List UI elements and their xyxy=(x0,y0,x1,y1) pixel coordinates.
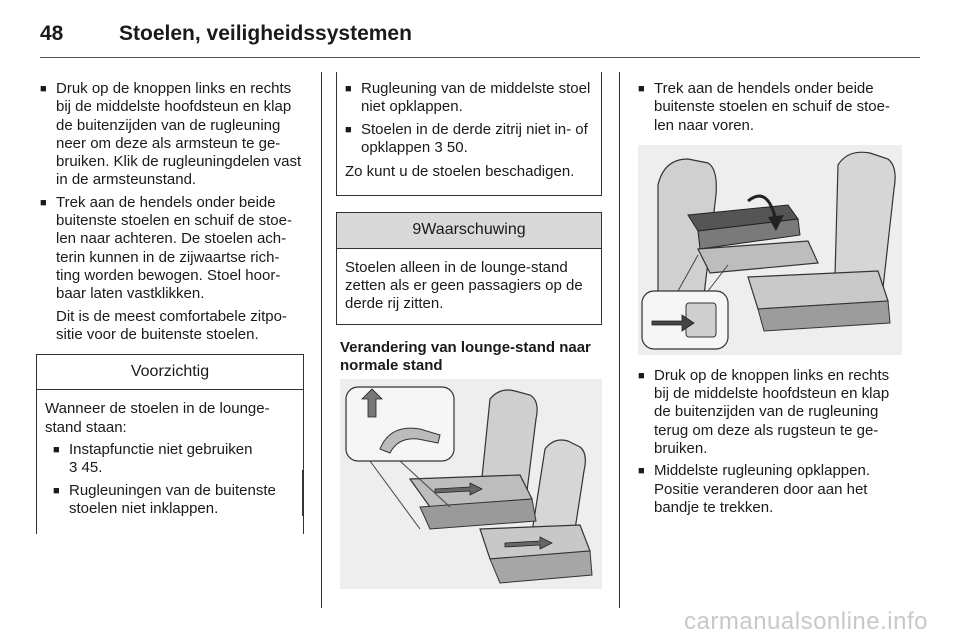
paragraph: Dit is de meest comfortabele zitpo- sitie voor de buitenste stoelen. xyxy=(56,307,287,343)
bullet-icon: ■ xyxy=(345,123,352,136)
column-2 xyxy=(340,80,602,589)
list-item-text: Druk op de knoppen links en rechts bij de middelste hoofdsteun en klap de buitenzijden van de rugleuning terug om deze als rugsteun te ge- bruiken. xyxy=(654,366,890,458)
column-divider-2 xyxy=(619,72,620,608)
warning-heading-text: Waarschuwing xyxy=(421,221,526,239)
column-divider-1 xyxy=(321,72,322,608)
caution-heading: Voorzichtig xyxy=(37,355,303,390)
warning-body: Stoelen alleen in de lounge-stand zetten als er geen passagiers op de derde rij zitten. xyxy=(345,258,583,313)
seat-folding-illustration xyxy=(340,379,602,589)
list-item-text: Trek aan de hendels onder beide buitenste stoelen en schuif de stoe- len naar voren. xyxy=(654,80,890,134)
caution-body xyxy=(37,390,303,534)
bullet-icon: ■ xyxy=(53,484,60,497)
list-item xyxy=(40,194,304,304)
column-3 xyxy=(638,80,902,521)
caution-continued-box xyxy=(336,72,602,196)
list-item xyxy=(40,80,304,190)
page-header xyxy=(40,18,920,58)
list-item xyxy=(345,121,593,158)
caution-box-side xyxy=(302,470,303,516)
section-subheading: Verandering van lounge-stand naar normale stand xyxy=(340,338,591,374)
page-ref[interactable]: 45. xyxy=(81,459,103,477)
list-item xyxy=(638,80,902,135)
column-1 xyxy=(40,80,304,534)
list-item xyxy=(638,367,902,458)
seat-illustration-svg xyxy=(340,379,602,589)
warning-triangle-icon: 9 xyxy=(412,221,422,239)
list-item-text: Instapfunctie niet gebruiken xyxy=(69,441,253,459)
bullet-icon: ■ xyxy=(40,83,47,95)
list-item-text: Stoelen in de derde zitrij niet in- of opklappen xyxy=(361,120,588,156)
bullet-icon: ■ xyxy=(638,369,645,382)
list-item-text: Rugleuningen van de buitenste stoelen niet inklappen. xyxy=(69,481,276,517)
seat-slide-illustration xyxy=(638,145,902,355)
watermark: carmanualsonline.info xyxy=(684,608,928,635)
warning-heading xyxy=(337,213,601,248)
list-item xyxy=(638,462,902,517)
bullet-icon: ■ xyxy=(345,83,352,95)
bullet-icon: ■ xyxy=(638,465,645,478)
list-item xyxy=(53,482,295,519)
list-item xyxy=(53,441,295,478)
caution-intro: Wanneer de stoelen in de lounge- stand staan: xyxy=(45,400,270,436)
list-item-text: Trek aan de hendels onder beide buitenste stoelen en schuif de stoe- len naar achteren. De stoelen ach- terin kunnen in de zijwaartse rich- ting worden bewogen. Stoel hoor- baar laten vastklikken. xyxy=(56,193,292,303)
list-item-text: Middelste rugleuning opklappen. Positie veranderen door aan het bandje te trekken. xyxy=(654,462,870,516)
page-ref-icon: 3 xyxy=(434,138,443,156)
seat-slide-illustration-svg xyxy=(638,145,902,355)
page-title: Stoelen, veiligheidssystemen xyxy=(119,22,412,45)
warning-box xyxy=(336,212,602,324)
list-item-text: Rugleuning van de middelste stoel niet opklappen. xyxy=(361,80,591,116)
bullet-icon: ■ xyxy=(53,444,60,457)
page-ref-icon: 3 xyxy=(69,459,78,477)
caution-note: Zo kunt u de stoelen beschadigen. xyxy=(345,163,575,181)
page-ref[interactable]: 50. xyxy=(446,138,468,156)
caution-box xyxy=(36,354,304,534)
bullet-icon: ■ xyxy=(40,196,47,209)
list-item xyxy=(345,80,593,117)
bullet-icon: ■ xyxy=(638,83,645,95)
list-item-text: Druk op de knoppen links en rechts bij de middelste hoofdsteun en klap de buitenzijden van de rugleuning neer om deze als armsteun te ge- bruiken. Klik de rugleuningdelen vast in de armsteunstand. xyxy=(56,80,302,189)
caution-continued-body xyxy=(337,72,601,195)
page-number: 48 xyxy=(40,22,64,45)
